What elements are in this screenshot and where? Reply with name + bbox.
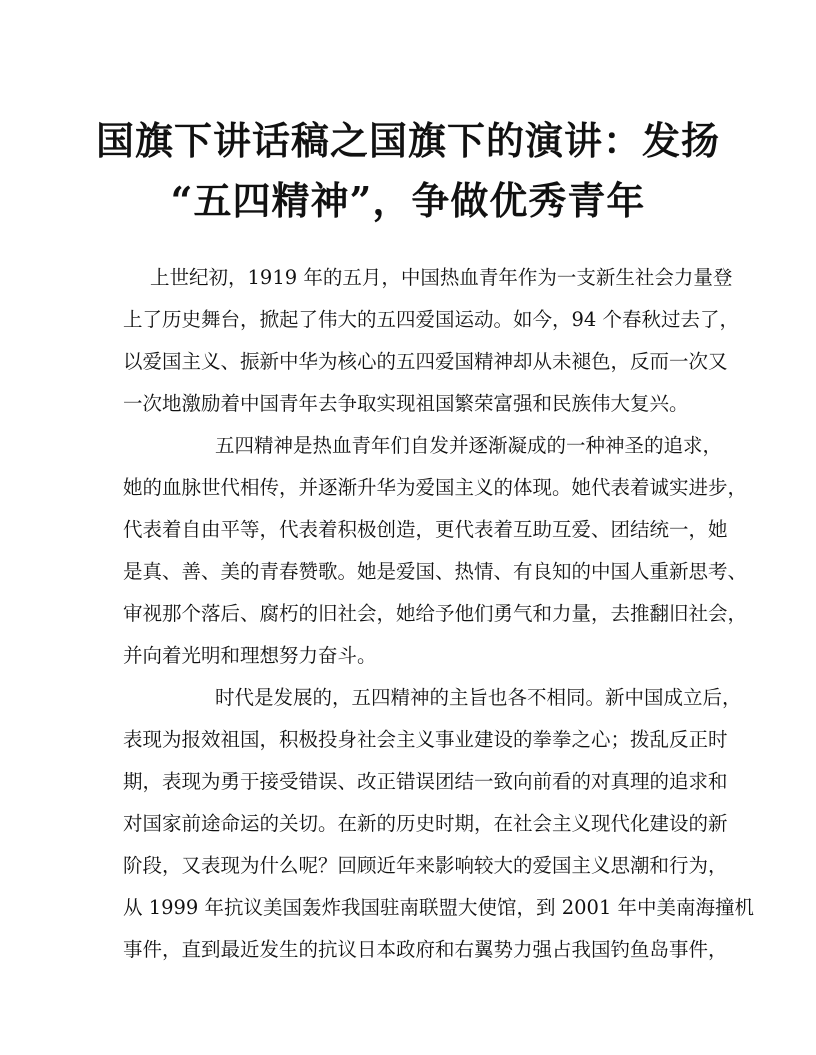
paragraph-line: 并向着光明和理想努力奋斗。 [123, 644, 377, 667]
paragraph-line: 上了历史舞台，掀起了伟大的五四爱国运动。如今，94 个春秋过去了， [123, 308, 740, 331]
paragraph-line: 代表着自由平等，代表着积极创造，更代表着互助互爱、团结统一，她 [123, 518, 728, 541]
paragraph-line: 从 1999 年抗议美国轰炸我国驻南联盟大使馆，到 2001 年中美南海撞机 [123, 896, 755, 919]
paragraph-line: 上世纪初，1919 年的五月，中国热血青年作为一支新生社会力量登 [150, 266, 733, 289]
paragraph-line: 五四精神是热血青年们自发并逐渐凝成的一种神圣的追求， [215, 434, 723, 457]
paragraph-line: 表现为报效祖国，积极投身社会主义事业建设的拳拳之心；拨乱反正时 [123, 728, 728, 751]
paragraph-line: 以爱国主义、振新中华为核心的五四爱国精神却从未褪色，反而一次又 [123, 350, 728, 373]
paragraph-line: 她的血脉世代相传，并逐渐升华为爱国主义的体现。她代表着诚实进步， [123, 476, 748, 499]
paragraph-line: 一次地激励着中国青年去争取实现祖国繁荣富强和民族伟大复兴。 [123, 392, 689, 415]
paragraph-line: 对国家前途命运的关切。在新的历史时期，在社会主义现代化建设的新 [123, 812, 728, 835]
paragraph-line: 是真、善、美的青春赞歌。她是爱国、热情、有良知的中国人重新思考、 [123, 560, 748, 583]
paragraph-line: 事件，直到最近发生的抗议日本政府和右翼势力强占我国钓鱼岛事件， [123, 938, 728, 961]
document-title-line-1: 国旗下讲话稿之国旗下的演讲：发扬 [95, 118, 720, 163]
document-title-line-2: “五四精神”，争做优秀青年 [170, 178, 646, 223]
paragraph-line: 期，表现为勇于接受错误、改正错误团结一致向前看的对真理的追求和 [123, 770, 728, 793]
paragraph-line: 时代是发展的，五四精神的主旨也各不相同。新中国成立后， [215, 686, 742, 709]
paragraph-line: 审视那个落后、腐朽的旧社会，她给予他们勇气和力量，去推翻旧社会， [123, 602, 748, 625]
paragraph-line: 阶段，又表现为什么呢？回顾近年来影响较大的爱国主义思潮和行为， [123, 854, 728, 877]
